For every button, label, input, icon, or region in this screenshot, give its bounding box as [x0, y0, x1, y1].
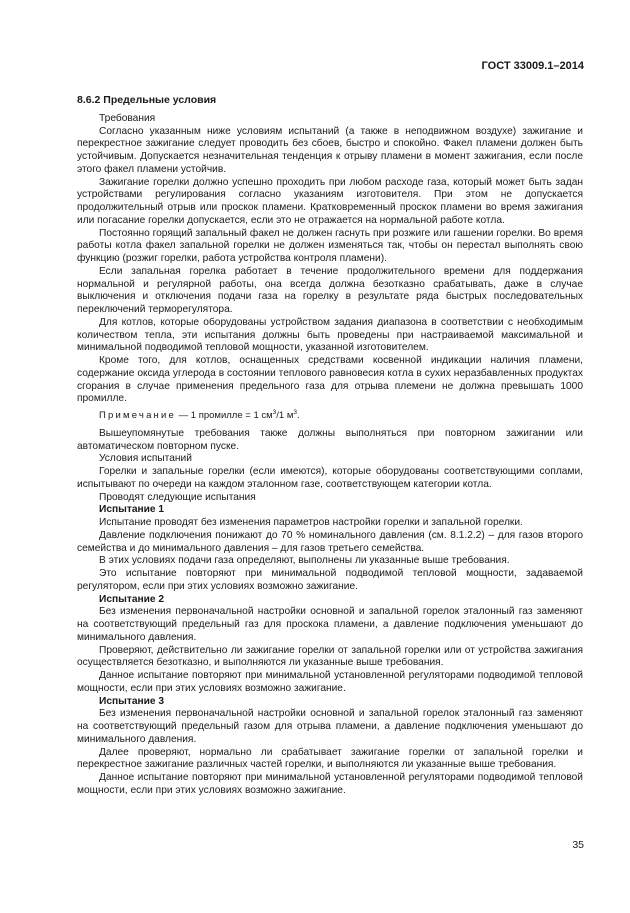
test-2-paragraph: Данное испытание повторяют при минимальной установленной регуляторами подводимой тепловой мощности, если при этих условиях возможно зажигание. [77, 670, 583, 694]
paragraph: Проводят следующие испытания [99, 491, 256, 503]
subheading-requirements: Требования [99, 112, 156, 124]
note-text-c: . [297, 410, 300, 421]
test-3-paragraph: Данное испытание повторяют при минимальной установленной регуляторами подводимой тепловой мощности, если при этих условиях возможно зажигание. [77, 772, 583, 796]
test-3-title: Испытание 3 [99, 695, 165, 707]
paragraph: Для котлов, которые оборудованы устройством задания диапазона в соответствии с необходимым количеством тепла, эти испытания должны быть проведены при настраиваемой максимальной и минимальной подводимой тепловой мощности, указанной изготовителем. [77, 316, 583, 354]
test-3-paragraph: Далее проверяют, нормально ли срабатывает зажигание горелки от запальной горелки и перекрестное зажигание различных частей горелки, и выполняются ли указанные выше требования. [77, 746, 583, 771]
paragraph: Зажигание горелки должно успешно проходить при любом расходе газа, который может быть задан устройствами регулирования согласно указаниям изготовителя. При этом не допускается продолжительный отрыв или проскок пламени. Кратковременный проскок пламени во время зажигания или погасание горелки допускается, если это не отражается на нормальной работе котла. [77, 176, 583, 226]
paragraph: Согласно указанным ниже условиям испытаний (а также в неподвижном воздухе) зажигание и перекрестное зажигание следует проводить без сбоев, быстро и спокойно. Факел пламени должен быть устойчивым. Допускается незначительная тенденция к отрыву пламени в момент зажигания, если после этого факел пламени устойчив. [77, 125, 583, 175]
paragraph: Горелки и запальные горелки (если имеются), которые оборудованы соответствующими соплами, испытывают по очереди на каждом эталонном газе, соответствующем категории котла. [77, 466, 583, 490]
note-text-b: /1 м [276, 410, 294, 421]
note [77, 410, 583, 423]
note-label: Примечание [99, 410, 176, 421]
page-number: 35 [572, 839, 584, 851]
test-1-paragraph: Давление подключения понижают до 70 % номинального давления (см. 8.1.2.2) – для газов второго семейства и до минимального давления – для газов третьего семейства. [77, 529, 583, 554]
test-1-paragraph: Испытание проводят без изменения параметров настройки горелки и запальной горелки. [99, 517, 523, 528]
document-body [77, 94, 583, 798]
test-2-paragraph: Проверяют, действительно ли зажигание горелки от запальной горелки или от устройства зажигания осуществляется безотказно, и выполняются ли указанные выше требования. [77, 644, 583, 669]
paragraph: Если запальная горелка работает в течение продолжительного времени для поддержания нормальной и регулярной работы, она всегда должна безотказно срабатывать, даже в случае выключения и отключения подачи газа на горелку в результате ряда быстрых последовательных переключений терморегулятора. [77, 265, 583, 315]
section-title: 8.6.2 Предельные условия [77, 94, 217, 106]
test-2-paragraph: Без изменения первоначальной настройки основной и запальной горелок эталонный газ заменяют на соответствующий предельный газ для проскока пламени, а давление подключения уменьшают до минимального давления. [77, 606, 583, 643]
paragraph: Вышеупомянутые требования также должны выполняться при повторном зажигании или автоматическом повторном пуске. [77, 427, 583, 452]
note-dash: — [176, 410, 191, 421]
test-1-paragraph: Это испытание повторяют при минимальной подводимой тепловой мощности, задаваемой регулятором, если при этих условиях возможно зажигание. [77, 568, 583, 592]
test-2-title: Испытание 2 [99, 593, 165, 605]
note-sup-a: 3 [272, 408, 277, 416]
paragraph: Постоянно горящий запальный факел не должен гаснуть при розжиге или гашении горелки. Во время работы котла факел запальной горелки не должен изменяться так, чтобы он перестал выполнять свою функцию (розжиг горелки, работа устройства контроля пламени). [77, 227, 583, 264]
test-1-title: Испытание 1 [99, 504, 165, 516]
test-1-paragraph: В этих условиях подачи газа определяют, выполнены ли указанные выше требования. [99, 555, 510, 567]
subheading-test-conditions: Условия испытаний [99, 453, 192, 465]
paragraph: Кроме того, для котлов, оснащенных средствами косвенной индикации наличия пламени, содержание оксида углерода в состоянии теплового равновесия котла в сухих неразбавленных продуктах сгорания в случае применения предельного газа для отрыва племени не должна превышать 1000 промилле. [77, 355, 583, 405]
note-sup-b: 3 [293, 408, 297, 416]
note-text-a: 1 промилле = 1 см [190, 410, 273, 421]
document-code-header: ГОСТ 33009.1–2014 [481, 60, 584, 72]
test-3-paragraph: Без изменения первоначальной настройки основной и запальной горелок эталонный газ заменяют на соответствующий предельный газом для отрыва пламени, а давление подключения уменьшают до минимального давления. [77, 708, 583, 745]
